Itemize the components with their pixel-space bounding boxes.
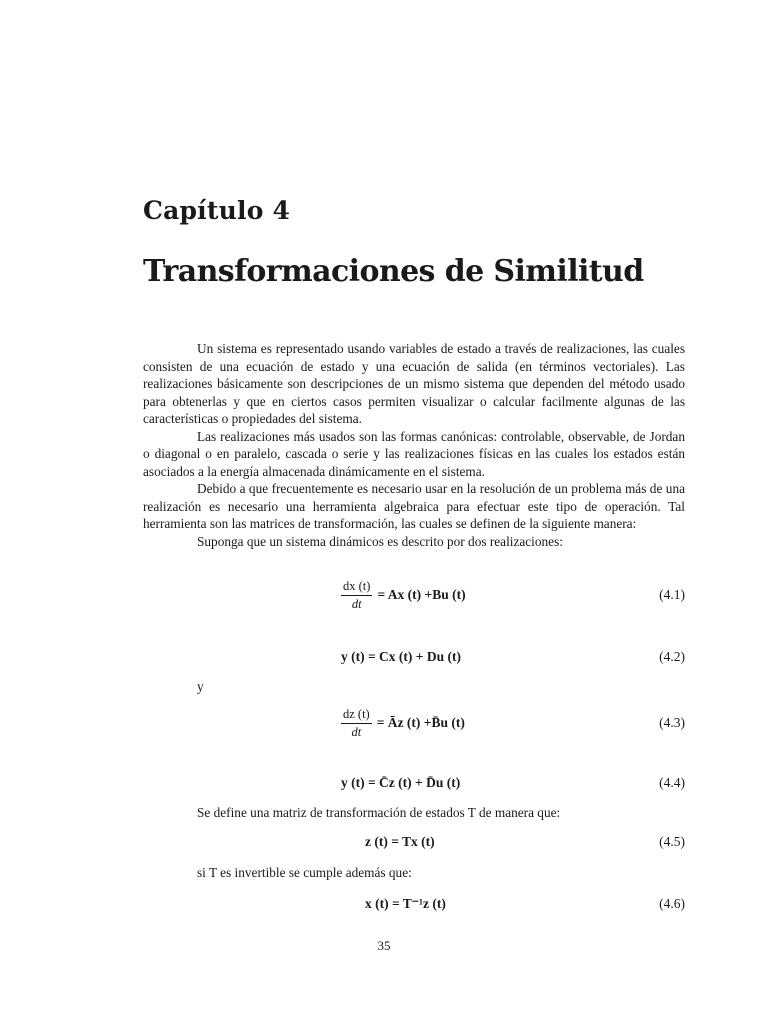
chapter-title: Transformaciones de Similitud	[143, 254, 644, 289]
fraction	[341, 707, 372, 740]
connector-y: y	[197, 679, 204, 694]
transform-intro-text: Se define una matriz de transformación de estados T de manera que:	[197, 805, 561, 820]
paragraph-4: Suponga que un sistema dinámicos es descrito por dos realizaciones:	[197, 533, 563, 549]
fraction-denominator: dt	[351, 724, 362, 739]
equation-number: (4.6)	[659, 896, 685, 911]
equation-4-4	[143, 763, 685, 803]
equation-rhs: = Āz (t) +B̄u (t)	[376, 715, 465, 730]
equation-text: z (t) = Tx (t)	[365, 834, 435, 849]
equation-4-2	[143, 637, 685, 677]
fraction-numerator: dz (t)	[341, 707, 372, 724]
equation-rhs: = Ax (t) +Bu (t)	[377, 587, 466, 602]
fraction-denominator: dt	[351, 596, 362, 611]
equation-text: y (t) = C̄z (t) + D̄u (t)	[341, 775, 461, 790]
fraction	[341, 579, 372, 612]
chapter-label: Capítulo 4	[143, 196, 291, 225]
paragraph-1: Un sistema es representado usando variables de estado a través de realizaciones, las cuales consisten de una ecuación de estado y una ecuación de salida (en términos vectoriales). Las realizaciones básicamente son descripciones de un mismo sistema que dependen del método usado para obtenerlas y que en ciertos casos permiten visualizar o calcular facilmente algunas de las características o propiedades del sistema.	[143, 341, 685, 426]
body-text	[143, 340, 685, 550]
fraction-numerator: dx (t)	[341, 579, 372, 596]
paragraph-3: Debido a que frecuentemente es necesario usar en la resolución de un problema más de una realización es necesario una herramienta algebraica para efectuar este tipo de operación. Tal herramienta son las matrices de transformación, las cuales se definen de la siguiente manera:	[143, 481, 685, 531]
equation-4-6	[143, 884, 685, 924]
equation-number: (4.4)	[659, 775, 685, 790]
equation-4-5	[143, 822, 685, 862]
page-number: 35	[377, 938, 391, 953]
equation-number: (4.3)	[659, 715, 685, 730]
equation-text: x (t) = T⁻¹z (t)	[365, 896, 446, 911]
paragraph-2: Las realizaciones más usados son las formas canónicas: controlable, observable, de Jordan o diagonal o en paralelo, cascada o serie y las realizaciones físicas en las cuales los estados están asociados a la energía almacenada dinámicamente en el sistema.	[143, 428, 685, 479]
equation-number: (4.5)	[659, 834, 685, 849]
equation-number: (4.1)	[659, 587, 685, 602]
equation-4-1	[143, 575, 685, 615]
equation-text: y (t) = Cx (t) + Du (t)	[341, 649, 461, 664]
equation-number: (4.2)	[659, 649, 685, 664]
equation-4-3	[143, 703, 685, 743]
invertible-text: si T es invertible se cumple además que:	[197, 865, 412, 880]
